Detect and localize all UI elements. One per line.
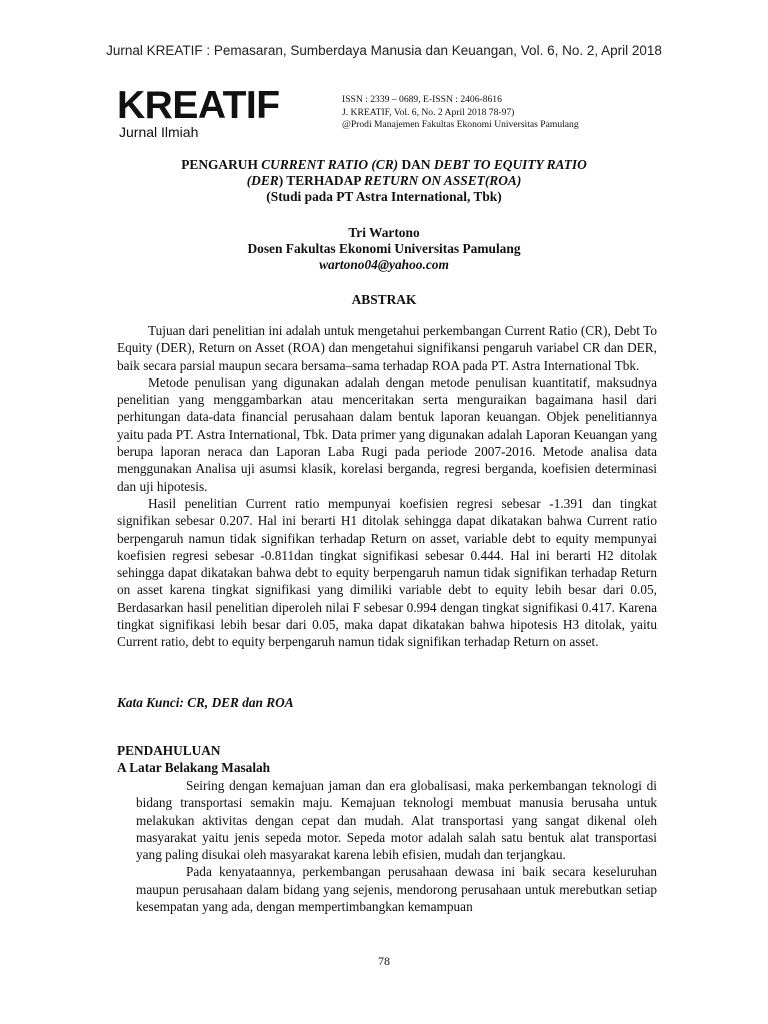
author-block [0, 225, 768, 273]
body-paragraph: Seiring dengan kemajuan jaman dan era globalisasi, maka perkembangan teknologi di bidang transportasi semakin maju. Kemajuan teknologi membuat manusia berusaha untuk melakukan aktivitas dengan cepat dan mudah. Alat transportasi yang sangat dikenal oleh masyarakat yaitu jenis sepeda motor. Sepeda motor adalah salah satu bentuk alat transportasi yang paling disukai oleh masyarakat karena lebih efisien, mudah dan terjangkau. [136, 778, 657, 863]
abstract-body [117, 322, 657, 651]
introduction-body [136, 777, 657, 915]
abstract-paragraph: Tujuan dari penelitian ini adalah untuk mengetahui perkembangan Current Ratio (CR), Debt To Equity (DER), Return on Asset (ROA) dan mengetahui signifikansi pengaruh variabel CR dan DER, baik secara parsial maupun secara bersama–sama terhadap ROA pada PT. Astra International Tbk. [117, 323, 657, 373]
logo-subtitle: Jurnal Ilmiah [119, 124, 199, 140]
page-number: 78 [378, 954, 390, 968]
keywords: Kata Kunci: CR, DER dan ROA [117, 695, 294, 710]
section-heading: PENDAHULUAN [117, 743, 221, 758]
running-header: Jurnal KREATIF : Pemasaran, Sumberdaya Manusia dan Keuangan, Vol. 6, No. 2, April 2018 [106, 43, 662, 58]
author-affiliation: Dosen Fakultas Ekonomi Universitas Pamulang [247, 241, 521, 256]
body-paragraph: Pada kenyataannya, perkembangan perusahaan dewasa ini baik secara keseluruhan maupun perusahaan dalam bidang yang sejenis, mendorong perusahaan untuk merebutkan setiap kesempatan yang ada, dengan mempertimbangkan kemampuan [136, 864, 657, 915]
title-line-3: (Studi pada PT Astra International, Tbk) [266, 189, 502, 204]
title-line-2: (DER) TERHADAP RETURN ON ASSET(ROA) [246, 173, 522, 188]
citation-line: J. KREATIF, Vol. 6, No. 2 April 2018 78-97) [342, 106, 515, 118]
journal-logo [117, 84, 280, 140]
issn-block [342, 94, 579, 132]
logo-title: KREATIF [117, 84, 280, 127]
paper-title [0, 157, 768, 205]
subsection-heading: A Latar Belakang Masalah [117, 760, 271, 775]
author-name: Tri Wartono [348, 225, 420, 240]
abstract-heading: ABSTRAK [351, 292, 417, 307]
issn-line: ISSN : 2339 – 0689, E-ISSN : 2406-8616 [342, 94, 502, 105]
author-email: wartono04@yahoo.com [319, 257, 449, 272]
abstract-paragraph: Metode penulisan yang digunakan adalah dengan metode penulisan kuantitatif, maksudnya penelitian yang menggambarkan atau menceritakan serta menguraikan bagaimana hasil dari perhitungan data-data financial perusahaan dalam bentuk laporan keuangan. Objek penelitiannya yaitu pada PT. Astra International, Tbk. Data primer yang digunakan adalah Laporan Keuangan yang berupa laporan neraca dan Laporan Laba Rugi pada periode 2007-2016. Metode analisa data menggunakan Analisa uji asumsi klasik, korelasi berganda, regresi berganda, koefisien determinasi dan uji hipotesis. [117, 374, 657, 494]
publisher-line: @Prodi Manajemen Fakultas Ekonomi Universitas Pamulang [342, 119, 579, 130]
abstract-paragraph: Hasil penelitian Current ratio mempunyai koefisien regresi sebesar -1.391 dan tingkat signifikan sebesar 0.207. Hal ini berarti H1 ditolak sehingga dapat dikatakan bahwa Current ratio berpengaruh namun tidak signifikan terhadap Return on asset, variable debt to equity mempunyai koefisien regresi sebesar -0.811dan tingkat signifikasi sebesar 0.444. Hal ini berarti H2 ditolak sehingga dapat dikatakan bahwa debt to equity berpengaruh namun tidak signifikan terhadap Return on asset karena tingkat signifikasi yang dimiliki variable debt to equity lebih besar dari 0.05, Berdasarkan hasil penelitian diperoleh nilai F sebesar 0.994 dengan tingkat signifikasi 0.417. Karena tingkat signifikasi lebih besar dari 0.05, maka dapat dikatakan bahwa hipotesis H3 ditolak, yaitu Current ratio, debt to equity berpengaruh namun tidak signifikan terhadap Return on asset. [117, 495, 657, 650]
title-line-1: PENGARUH CURRENT RATIO (CR) DAN DEBT TO EQUITY RATIO [181, 157, 587, 172]
